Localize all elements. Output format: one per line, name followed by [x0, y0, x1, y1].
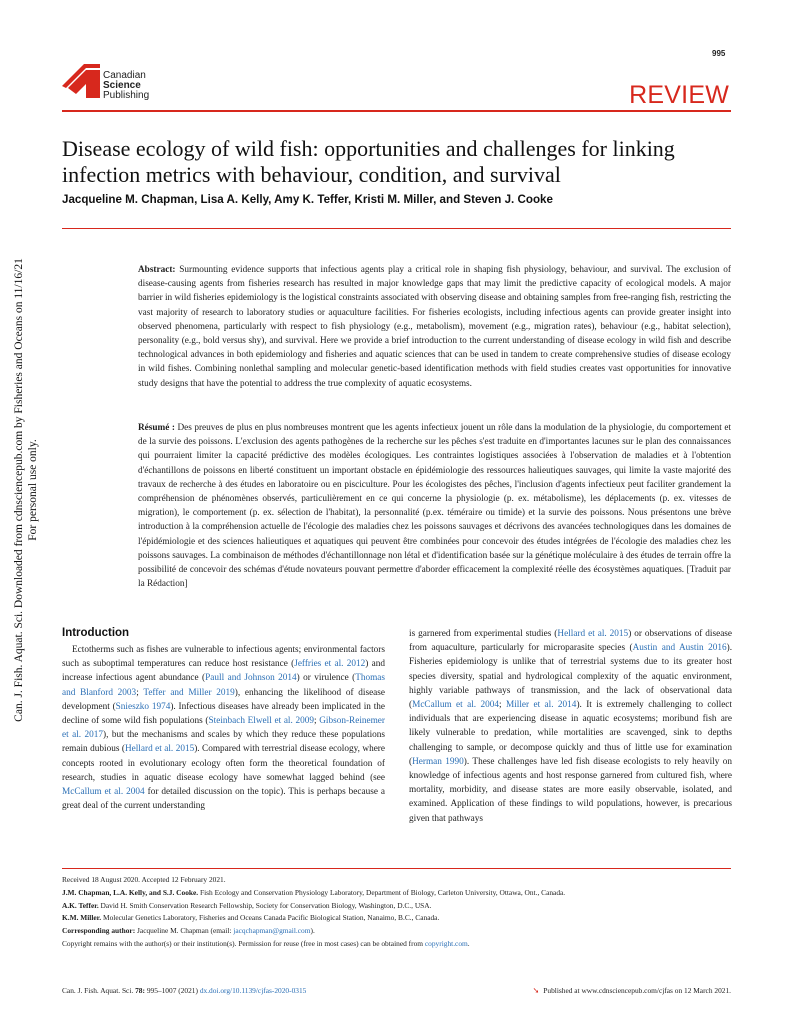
page-footer	[62, 985, 731, 999]
body-text: ). Compared with terrestrial disease ecology, where concepts rooted in evolutionary ecology often form the theoretical foundation of research, studies in aquatic disease ecology have somewhat lagged behind (see	[62, 744, 385, 783]
abstract-label: Abstract:	[138, 265, 176, 275]
body-text: for detailed discussion on the topic). This is perhaps because a great deal of the current understanding	[62, 787, 385, 812]
article-type-label: REVIEW	[629, 81, 729, 109]
header-divider	[62, 110, 731, 112]
citation-link[interactable]: Teffer and Miller 2019	[143, 687, 235, 698]
publication-info	[533, 985, 731, 997]
introduction-column-right	[409, 627, 732, 826]
body-text: ;	[313, 716, 320, 727]
citation-link[interactable]: Austin and Austin 2016	[632, 643, 727, 654]
citation	[62, 985, 306, 997]
body-text: Ectotherms such as fishes are vulnerable to infectious agents; environmental factors such as suboptimal temperatures can reduce host resistance (	[62, 645, 385, 670]
publisher-logo[interactable]	[62, 64, 172, 104]
body-text: ) and increase infectious agent abundance (	[62, 659, 385, 684]
corresponding-author-label: Corresponding author:	[62, 926, 136, 936]
resume-text: Des preuves de plus en plus nombreuses montrent que les agents infectieux jouent un rôle dans la modulation de la physiologie, du comportement et de la survie des poissons. L'exclusion des agents pathogènes de la recherche sur les pêches s'est traduite en d'importantes lacunes sur le plan des connaissances qui pourraient limiter la capacité prédictive des modèles écologiques. Les contraintes logistiques associées à l'observation de maladies et à l'obtention d'échantillons de poissons en liberté constituent un important obstacle en épidémiologie des ressources halieutiques sauvages, qui limite la vaste majorité des travaux de recherche à des études en laboratoire ou en pisciculture. Pour les écologistes des pêches, l'inclusion d'agents infectieux peut faciliter grandement la compréhension de phénomènes observés, particulièrement en ce qui concerne la physiologie (p. ex. métabolisme), les déplacements (p. ex. vitesses de migration), le comportement (p. ex. sélection de l'habitat), la personnalité (p.ex. téméraire ou timide) et la survie des poissons. Nous présentons une brève introduction à la compréhension actuelle de l'écologie des maladies chez les poissons sauvages et décrivons des avancées technologiques dans les domaines de l'épidémiologie et des sciences halieutiques et aquatiques qui peuvent être combinées pour concevoir des études intégrées de l'écologie des maladies chez les poissons sauvages. La combinaison de méthodes d'échantillonnage non létal et d'identification basée sur la génétique moléculaire à des études de terrain offre la possibilité de concevoir des schémas d'étude novateurs pouvant permettre d'aborder efficacement la complexité réelle des écosystèmes aquatiques. [Traduit par la Rédaction]	[138, 423, 732, 590]
abstract-text: Surmounting evidence supports that infectious agents play a critical role in shaping fish physiology, behaviour, and survival. The exclusion of disease-causing agents from fisheries research has resulted in major knowledge gaps that may limit the predictive capacity of ecological models. A major barrier in wild fisheries epidemiology is the logistical constraints associated with observing disease and obtaining samples from free-ranging fish, restricting the vast majority of research to laboratory studies or aquaculture facilities. For fisheries ecologists, including infectious agents can provide greater insight into observed phenomena, particularly with respect to fish physiology (e.g., metabolism), movement (e.g., migration rates), behaviour (e.g., habitat selection), personality (e.g., bold versus shy), and survival. Here we provide a brief introduction to the current understanding of disease ecology in wild fish and describe technological advances in both epidemiology and fisheries and aquatic sciences that can be used in tandem to create comprehensive studies of disease ecology in wild fishes. Combining nonlethal sampling and molecular genetic-based identification methods with field studies creates vast opportunities for innovative study designs that have the potential to address the true complexity of aquatic ecosystems.	[138, 265, 731, 389]
author-list: Jacqueline M. Chapman, Lisa A. Kelly, Amy K. Teffer, Kristi M. Miller, and Steven J. Cooke	[62, 193, 553, 206]
corresponding-email-link[interactable]: jacqchapman@gmail.com	[233, 926, 311, 936]
affiliation-names: K.M. Miller.	[62, 913, 102, 923]
citation-link[interactable]: Herman 1990	[412, 756, 464, 767]
citation-link[interactable]: Miller et al. 2014	[505, 700, 577, 711]
resume	[138, 421, 731, 591]
body-text: ) or observations of disease from aquaculture, particularly for microparasite species (	[409, 629, 732, 654]
download-notice-line-1: Can. J. Fish. Aquat. Sci. Downloaded from cdnsciencepub.com by Fisheries and Oceans on 11/16/21	[13, 258, 25, 722]
footnotes	[62, 874, 731, 951]
affiliation-names: A.K. Teffer.	[62, 900, 99, 910]
published-text: Published at www.cdnsciencepub.com/cjfas on 12 March 2021.	[543, 986, 731, 995]
affiliation-2	[62, 900, 731, 913]
journal-name: Can. J. Fish. Aquat. Sci.	[62, 986, 134, 995]
citation-link[interactable]: Hellard et al. 2015	[124, 744, 195, 755]
citation-link[interactable]: Hellard et al. 2015	[557, 629, 629, 639]
section-heading-introduction: Introduction	[62, 627, 130, 639]
copyright-text: Copyright remains with the author(s) or their institution(s). Permission for reuse (free in most cases) can be obtained from	[62, 938, 425, 948]
affiliation-text: Fish Ecology and Conservation Physiology Laboratory, Department of Biology, Carleton University, Ottawa, Ont., Canada.	[200, 887, 566, 897]
corresponding-author-text: Jacqueline M. Chapman (email:	[137, 926, 234, 936]
citation-link[interactable]: Thomas and Blanford 2003	[62, 673, 385, 698]
received-dates: Received 18 August 2020. Accepted 12 February 2021.	[62, 875, 226, 884]
download-notice-line-2: For personal use only.	[27, 439, 39, 541]
body-text: ) or virulence (	[296, 673, 356, 684]
citation-link[interactable]: McCallum et al. 2004	[412, 700, 499, 711]
publisher-line-3: Publishing	[103, 90, 150, 101]
download-notice	[6, 240, 46, 740]
journal-volume: 78:	[135, 986, 145, 995]
citation-link[interactable]: McCallum et al. 2004	[62, 787, 145, 798]
publisher-logo-mark-icon	[62, 64, 100, 98]
affiliation-1	[62, 887, 731, 900]
publisher-line-1: Canadian	[103, 70, 146, 81]
affiliation-names: J.M. Chapman, L.A. Kelly, and S.J. Cooke.	[62, 887, 199, 897]
body-text: ). Fisheries epidemiology is unlike that of terrestrial systems due to its greater host species diversity, spatial and hydrological complexity of the aquatic environment, highly variable pathways of transmission, and the lack of observational data (	[409, 643, 733, 711]
body-text: is garnered from experimental studies (	[409, 629, 558, 639]
affiliation-3	[62, 912, 731, 925]
page-number: 995	[712, 49, 726, 58]
citation-link[interactable]: Jeffries et al. 2012	[294, 659, 366, 670]
publisher-name	[103, 71, 149, 101]
body-text: ). Infectious diseases have already been implicated in the decline of some wild fish populations (	[62, 701, 385, 727]
doi-link[interactable]: dx.doi.org/10.1139/cjfas-2020-0315	[199, 986, 307, 995]
affiliation-text: David H. Smith Conservation Research Fellowship, Society for Conservation Biology, Washington, D.C., USA.	[100, 900, 432, 910]
corresponding-author: Corresponding author: Jacqueline M. Chapman (email: jacqchapman@gmail.com).	[62, 926, 315, 936]
citation-link[interactable]: Paull and Johnson 2014	[205, 673, 297, 684]
body-text: ;	[136, 687, 144, 698]
resume-label: Résumé :	[138, 423, 175, 433]
article-title: Disease ecology of wild fish: opportunities and challenges for linking infection metrics with behaviour, condition, and survival	[62, 136, 675, 187]
introduction-column-left	[62, 643, 385, 813]
affiliation-text: Molecular Genetics Laboratory, Fisheries and Oceans Canada Pacific Biological Station, Nanaimo, B.C., Canada.	[103, 913, 440, 923]
citation-link[interactable]: Snieszko 1974	[115, 701, 171, 712]
copyright-link[interactable]: copyright.com	[424, 938, 468, 948]
citation-link[interactable]: Steinbach Elwell et al. 2009	[208, 716, 314, 727]
body-text: ), enhancing the likelihood of disease development (	[62, 687, 385, 712]
title-divider	[62, 228, 731, 229]
journal-pages: 995–1007 (2021)	[146, 986, 198, 995]
footnote-divider	[62, 868, 731, 869]
body-text: ), but the mechanisms and scales by which they reduce these populations remain dubious (	[62, 730, 386, 755]
body-text: ). These challenges have led fish disease ecologists to rely heavily on knowledge of infectious agents and host response garnered from cultured fish, where mortality, morbidity, and disease states are more easily observable, isolated, and examined. Application of these findings to wild populations, however, is precarious given that pathways	[409, 756, 732, 824]
body-text: ;	[499, 700, 506, 711]
copyright-notice: Copyright remains with the author(s) or their institution(s). Permission for reuse (free in most cases) can be obtained from copyright.com.	[62, 938, 470, 948]
body-text: ). It is extremely challenging to collect individuals that are experiencing disease in aquatic ecosystems; moribund fish are likely vulnerable to predation, while mortalities are scavenged, sink to depths challenging to sample, or decompose quickly and thus of little use for examination (	[409, 700, 732, 767]
abstract	[138, 263, 731, 391]
arrow-icon: ➘	[532, 986, 540, 995]
citation-link[interactable]: Gibson-Reinemer et al. 2017	[62, 716, 385, 741]
publisher-line-2: Science	[103, 80, 141, 91]
